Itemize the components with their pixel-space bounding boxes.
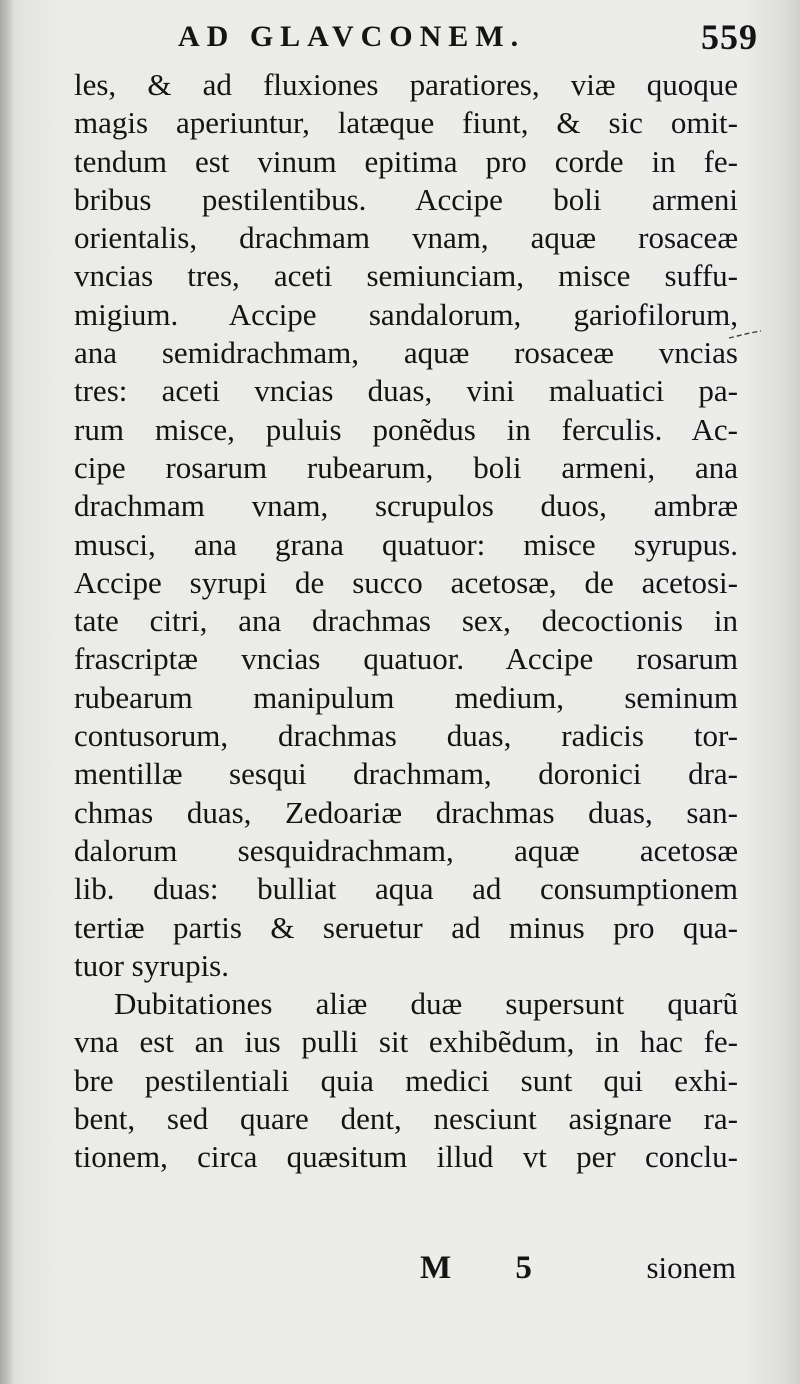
running-head: AD GLAVCONEM. [178, 20, 526, 53]
text-line: orientalis, drachmam vnam, aquæ rosaceæ [74, 220, 738, 256]
page-gutter-shadow [0, 0, 14, 1384]
text-line: mentillæ sesqui drachmam, doronici dra- [74, 756, 738, 792]
text-line: contusorum, drachmas duas, radicis tor- [74, 718, 738, 754]
page-number: 559 [701, 17, 758, 57]
text-line: les, & ad fluxiones paratiores, viæ quoque [74, 67, 738, 102]
text-line: migium. Accipe sandalorum, gariofilorum, [74, 296, 738, 332]
text-line: tionem, circa quæsitum illud vt per conclu- [74, 1139, 738, 1175]
text-line: bre pestilentiali quia medici sunt qui exhi- [74, 1062, 738, 1098]
text-line: bent, sed quare dent, nesciunt asignare ra- [74, 1101, 738, 1137]
text-line: frascriptæ vncias quatuor. Accipe rosarum [74, 641, 738, 677]
page-header [0, 16, 800, 64]
catchword: sionem [646, 1250, 736, 1285]
text-line: tate citri, ana drachmas sex, decoctionis in [74, 603, 738, 639]
text-line-paragraph-start: Dubitationes aliæ duæ supersunt quarũ [114, 986, 738, 1022]
text-line-paragraph-end: tuor syrupis. [74, 947, 229, 983]
page-footer [0, 1250, 800, 1292]
text-line: lib. duas: bulliat aqua ad consumptionem [74, 871, 738, 907]
text-line: tertiæ partis & seruetur ad minus pro qua- [74, 909, 738, 945]
text-line: rum misce, puluis ponẽdus in ferculis. Ac- [74, 411, 738, 447]
text-line: drachmam vnam, scrupulos duos, ambræ [74, 488, 738, 524]
text-line: cipe rosarum rubearum, boli armeni, ana [74, 449, 738, 485]
text-line: bribus pestilentibus. Accipe boli armeni [74, 181, 738, 217]
text-line: chmas duas, Zedoariæ drachmas duas, san- [74, 794, 738, 830]
text-line: rubearum manipulum medium, seminum [74, 679, 738, 715]
text-line: vncias tres, aceti semiunciam, misce suffu- [74, 258, 738, 294]
signature-mark: M 5 [420, 1250, 560, 1286]
text-line: tendum est vinum epitima pro corde in fe- [74, 143, 738, 179]
body-text [74, 66, 738, 1177]
text-line: vna est an ius pulli sit exhibẽdum, in hac fe- [74, 1024, 738, 1060]
text-line: tres: aceti vncias duas, vini maluatici pa- [74, 373, 738, 409]
text-line: Accipe syrupi de succo acetosæ, de acetosi- [74, 564, 738, 600]
margin-pen-mark [728, 330, 762, 340]
text-line: magis aperiuntur, latæque fiunt, & sic omit- [74, 105, 738, 141]
text-line: musci, ana grana quatuor: misce syrupus. [74, 526, 738, 562]
text-line: ana semidrachmam, aquæ rosaceæ vncias [74, 335, 738, 371]
text-line: dalorum sesquidrachmam, aquæ acetosæ [74, 832, 738, 868]
